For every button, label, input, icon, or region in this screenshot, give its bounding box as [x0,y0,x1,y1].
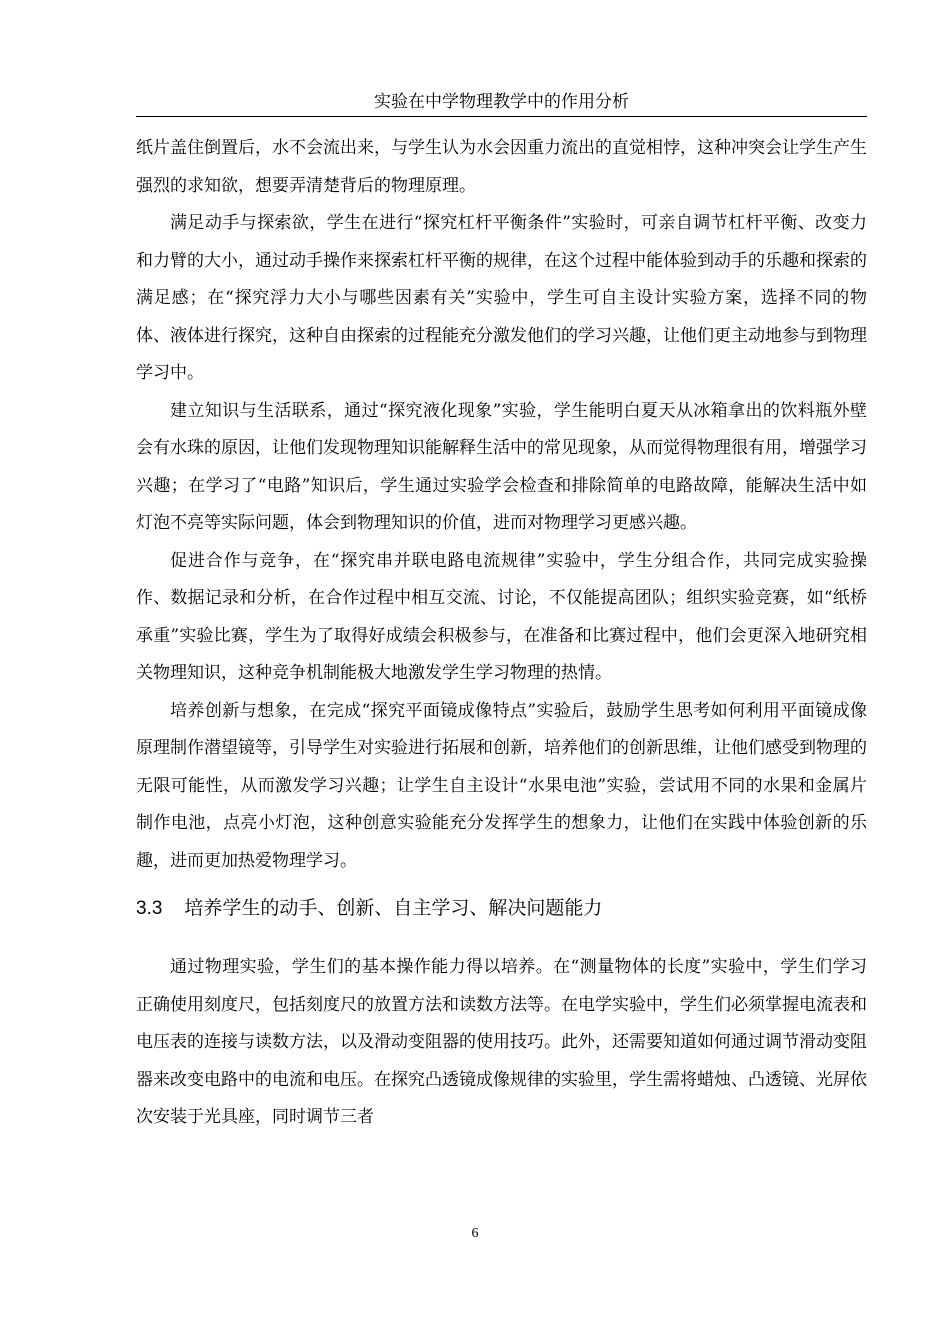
running-header: 实验在中学物理教学中的作用分析 [136,88,867,117]
paragraph-life-connection: 建立知识与生活联系，通过“探究液化现象”实验，学生能明白夏天从冰箱拿出的饮料瓶外壁会有水珠的原因，让他们发现物理知识能解释生活中的常见现象，从而觉得物理很有用，增强学习兴趣；在学习了“电路”知识后，学生通过实验学会检查和排除简单的电路故障，能解决生活中如灯泡不亮等实际问题，体会到物理知识的价值，进而对物理学习更感兴趣。 [136,400,867,533]
page-number: 6 [471,1226,479,1241]
paragraph-exploration: 满足动手与探索欲，学生在进行“探究杠杆平衡条件”实验时，可亲自调节杠杆平衡、改变力和力臂的大小，通过动手操作来探索杠杆平衡的规律，在这个过程中能体验到动手的乐趣和探索的满足感；在“探究浮力大小与哪些因素有关”实验中，学生可自主设计实验方案，选择不同的物体、液体进行探究，这种自由探索的过程能充分激发他们的学习兴趣，让他们更主动地参与到物理学习中。 [136,213,867,383]
paragraph-innovation: 培养创新与想象，在完成“探究平面镜成像特点”实验后，鼓励学生思考如何利用平面镜成像原理制作潜望镜等，引导学生对实验进行拓展和创新，培养他们的创新思维，让他们感受到物理的无限可能性，从而激发学习兴趣；让学生自主设计“水果电池”实验，尝试用不同的水果和金属片制作电池，点亮小灯泡，这种创意实验能充分发挥学生的想象力，让他们在实践中体验创新的乐趣，进而更加热爱物理学习。 [136,700,867,871]
paragraph-section-3-3: 通过物理实验，学生们的基本操作能力得以培养。在“测量物体的长度”实验中，学生们学习正确使用刻度尺，包括刻度尺的放置方法和读数方法等。在电学实验中，学生们必须掌握电流表和电压表的连接与读数方法，以及滑动变阻器的使用技巧。此外，还需要知道如何通过调节滑动变阻器来改变电路中的电流和电压。在探究凸透镜成像规律的实验里，学生需将蜡烛、凸透镜、光屏依次安装于光具座，同时调节三者 [136,957,867,1127]
paragraph-cooperation: 促进合作与竞争，在“探究串并联电路电流规律”实验中，学生分组合作，共同完成实验操作、数据记录和分析，在合作过程中相互交流、讨论，不仅能提高团队；组织实验竞赛，如“纸桥承重”实验比赛，学生为了取得好成绩会积极参与，在准备和比赛过程中，他们会更深入地研究相关物理知识，这种竞争机制能极大地激发学生学习物理的热情。 [136,550,867,683]
body-text [136,130,867,1137]
section-title: 培养学生的动手、创新、自主学习、解决问题能力 [184,897,603,919]
paragraph-continuation: 纸片盖住倒置后，水不会流出来，与学生认为水会因重力流出的直觉相悖，这种冲突会让学生产生强烈的求知欲，想要弄清楚背后的物理原理。 [136,138,867,196]
section-heading [136,890,867,927]
section-number: 3.3 [136,898,163,919]
